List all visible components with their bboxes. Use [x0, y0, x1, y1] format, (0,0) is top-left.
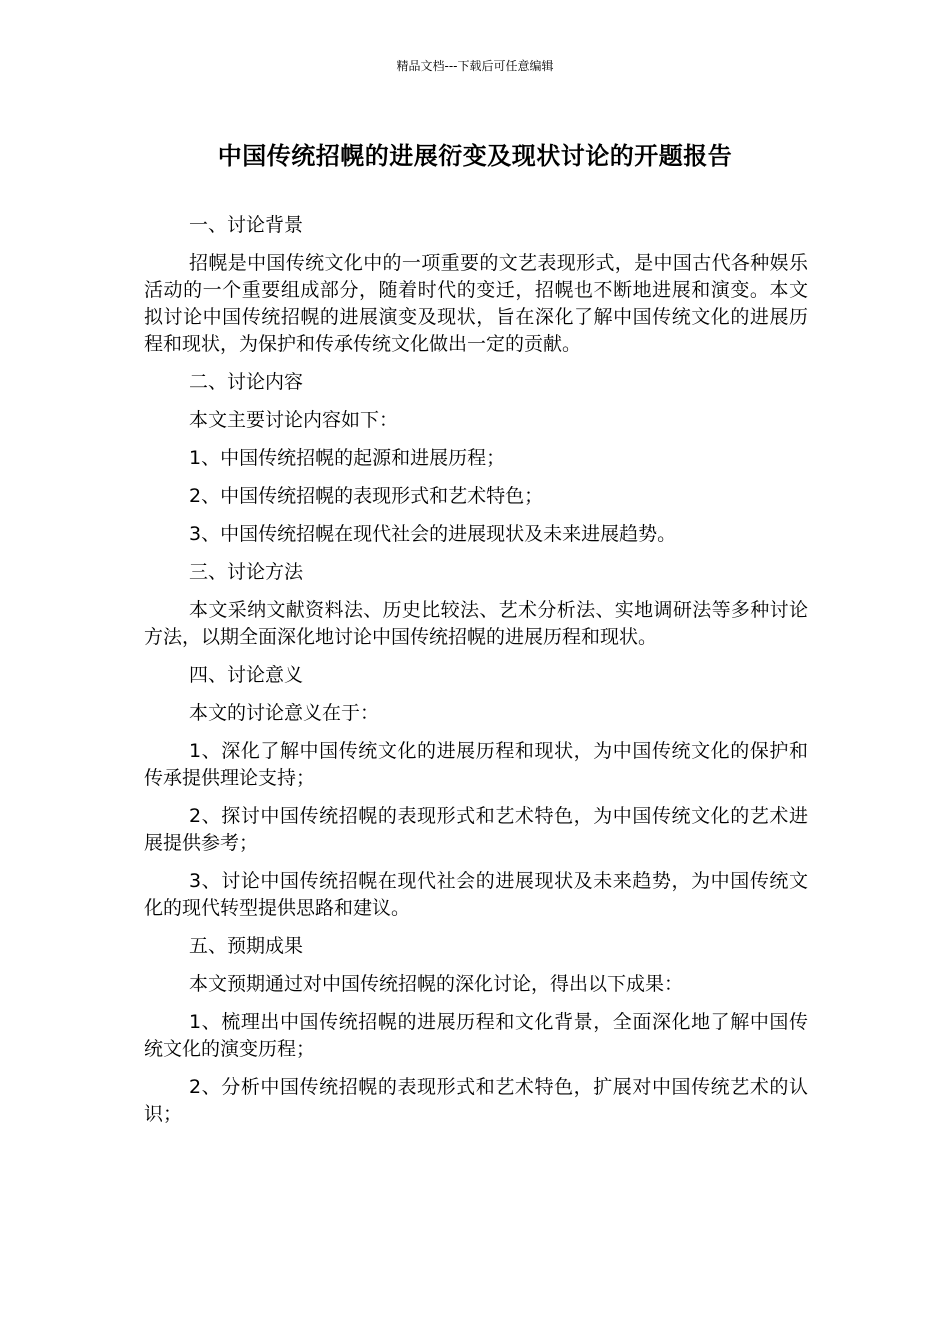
significance-item-1: 1、深化了解中国传统文化的进展历程和现状，为中国传统文化的保护和传承提供理论支持；: [144, 740, 808, 789]
section-heading-content: 二、讨论内容: [189, 371, 304, 393]
outcomes-intro: 本文预期通过对中国传统招幌的深化讨论，得出以下成果：: [189, 973, 684, 995]
significance-intro: 本文的讨论意义在于：: [189, 702, 380, 724]
background-paragraph: 招幌是中国传统文化中的一项重要的文艺表现形式，是中国古代各种娱乐活动的一个重要组成部分，随着时代的变迁，招幌也不断地进展和演变。本文拟讨论中国传统招幌的进展演变及现状，旨在深化了解中国传统文化的进展历程和现状，为保护和传承传统文化做出一定的贡献。: [144, 252, 808, 355]
page-header: 精品文档---下载后可任意编辑: [396, 59, 554, 73]
content-item-1: 1、中国传统招幌的起源和进展历程；: [189, 447, 506, 469]
content-item-2: 2、中国传统招幌的表现形式和艺术特色；: [189, 485, 544, 507]
content-item-3: 3、中国传统招幌在现代社会的进展现状及未来进展趋势。: [189, 523, 677, 545]
section-heading-outcomes: 五、预期成果: [189, 935, 304, 957]
outcomes-item-2: 2、分析中国传统招幌的表现形式和艺术特色，扩展对中国传统艺术的认识；: [144, 1076, 808, 1125]
section-heading-methods: 三、讨论方法: [189, 561, 304, 583]
methods-paragraph: 本文采纳文献资料法、历史比较法、艺术分析法、实地调研法等多种讨论方法，以期全面深化地讨论中国传统招幌的进展历程和现状。: [144, 599, 808, 648]
significance-item-2: 2、探讨中国传统招幌的表现形式和艺术特色，为中国传统文化的艺术进展提供参考；: [144, 805, 808, 854]
section-heading-significance: 四、讨论意义: [189, 664, 304, 686]
content-intro: 本文主要讨论内容如下：: [189, 409, 399, 431]
section-heading-background: 一、讨论背景: [189, 214, 304, 236]
significance-item-3: 3、讨论中国传统招幌在现代社会的进展现状及未来趋势，为中国传统文化的现代转型提供思路和建议。: [144, 870, 808, 919]
document-title: 中国传统招幌的进展衍变及现状讨论的开题报告: [217, 142, 733, 170]
outcomes-item-1: 1、梳理出中国传统招幌的进展历程和文化背景，全面深化地了解中国传统文化的演变历程；: [144, 1011, 808, 1060]
document-body: [144, 212, 808, 1139]
